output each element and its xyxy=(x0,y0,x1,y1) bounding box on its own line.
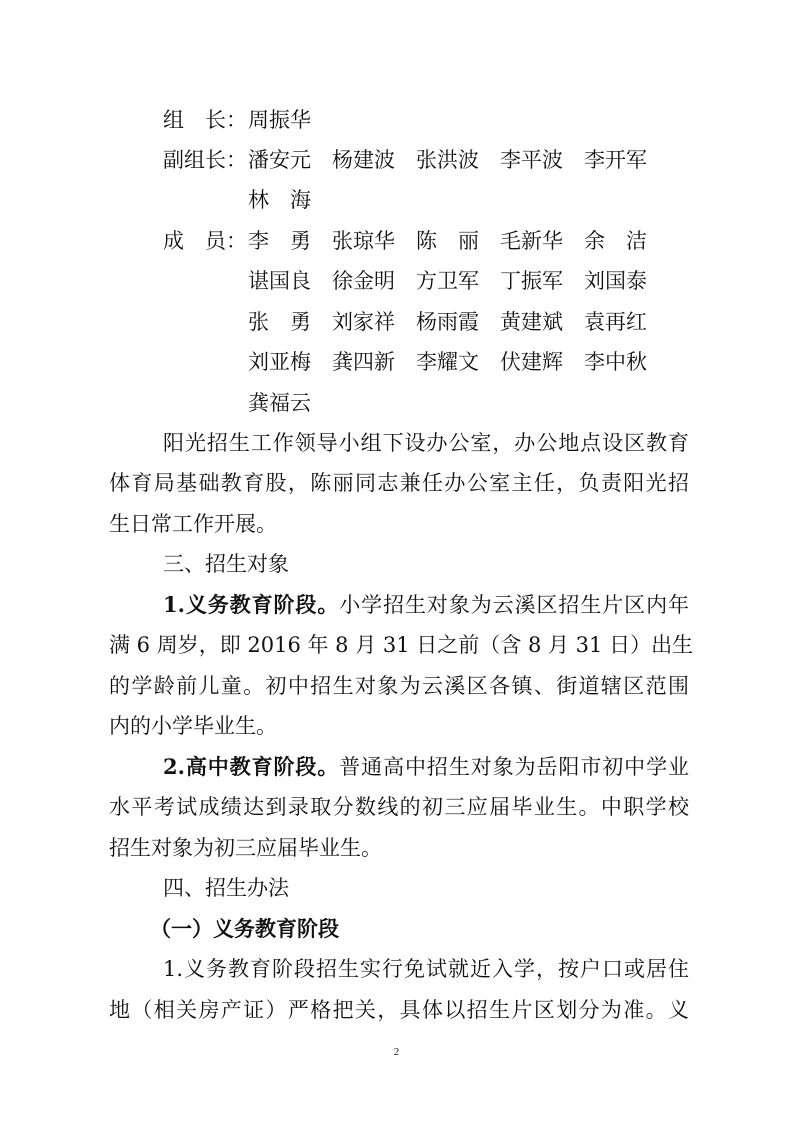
section-3-item-2-text: 普通高中招生对象为岳阳市初中学业 xyxy=(339,755,689,779)
section-3-item-1-label: 1.义务教育阶段。 xyxy=(163,592,340,617)
member-names-line-1: 李 勇 张琼华 陈 丽 毛新华 余 洁 xyxy=(248,229,647,253)
section-3-item-2-line-1 xyxy=(163,753,689,781)
deputy-names-line-1: 潘安元 杨建波 张洪波 李平波 李开军 xyxy=(248,148,647,172)
leader-role-label: 组 长： xyxy=(163,108,247,132)
section-3-item-2-line-3: 招生对象为初三应届毕业生。 xyxy=(109,836,382,860)
section-3-item-1-line-4: 内的小学毕业生。 xyxy=(109,714,277,738)
page-number: 2 xyxy=(393,1046,400,1058)
section-3-item-2-label: 2.高中教育阶段。 xyxy=(163,754,340,779)
section-4-subheading: （一）义务教育阶段 xyxy=(150,916,339,941)
member-role-label: 成 员： xyxy=(163,229,247,253)
office-paragraph-line-2: 体育局基础教育股，陈丽同志兼任办公室主任，负责阳光招 xyxy=(109,471,689,495)
deputy-role-label: 副组长： xyxy=(163,148,247,172)
office-paragraph-line-3: 生日常工作开展。 xyxy=(109,512,277,536)
deputy-names-line-2: 林 海 xyxy=(248,188,311,212)
member-names-line-5: 龚福云 xyxy=(248,391,311,415)
section-3-item-1-text: 小学招生对象为云溪区招生片区内年 xyxy=(339,593,689,617)
section-4-heading: 四、招生办法 xyxy=(163,876,289,900)
section-3-heading: 三、招生对象 xyxy=(163,552,289,576)
section-3-item-1-line-3: 的学龄前儿童。初中招生对象为云溪区各镇、街道辖区范围 xyxy=(109,674,689,698)
office-paragraph-line-1: 阳光招生工作领导小组下设办公室，办公地点设区教育 xyxy=(163,431,689,455)
section-4-paragraph-line-1: 1.义务教育阶段招生实行免试就近入学，按户口或居住 xyxy=(163,957,689,981)
member-names-line-2: 谌国良 徐金明 方卫军 丁振军 刘国泰 xyxy=(248,269,647,293)
section-4-paragraph-line-2: 地（相关房产证）严格把关，具体以招生片区划分为准。义 xyxy=(109,998,689,1022)
section-3-item-2-line-2: 水平考试成绩达到录取分数线的初三应届毕业生。中职学校 xyxy=(109,795,689,819)
section-3-item-1-line-2: 满 6 周岁，即 2016 年 8 月 31 日之前（含 8 月 31 日）出生 xyxy=(109,633,694,657)
leader-names: 周振华 xyxy=(248,108,311,132)
member-names-line-3: 张 勇 刘家祥 杨雨霞 黄建斌 袁再红 xyxy=(248,310,647,334)
section-3-item-1-line-1 xyxy=(163,591,689,619)
member-names-line-4: 刘亚梅 龚四新 李耀文 伏建辉 李中秋 xyxy=(248,350,647,374)
